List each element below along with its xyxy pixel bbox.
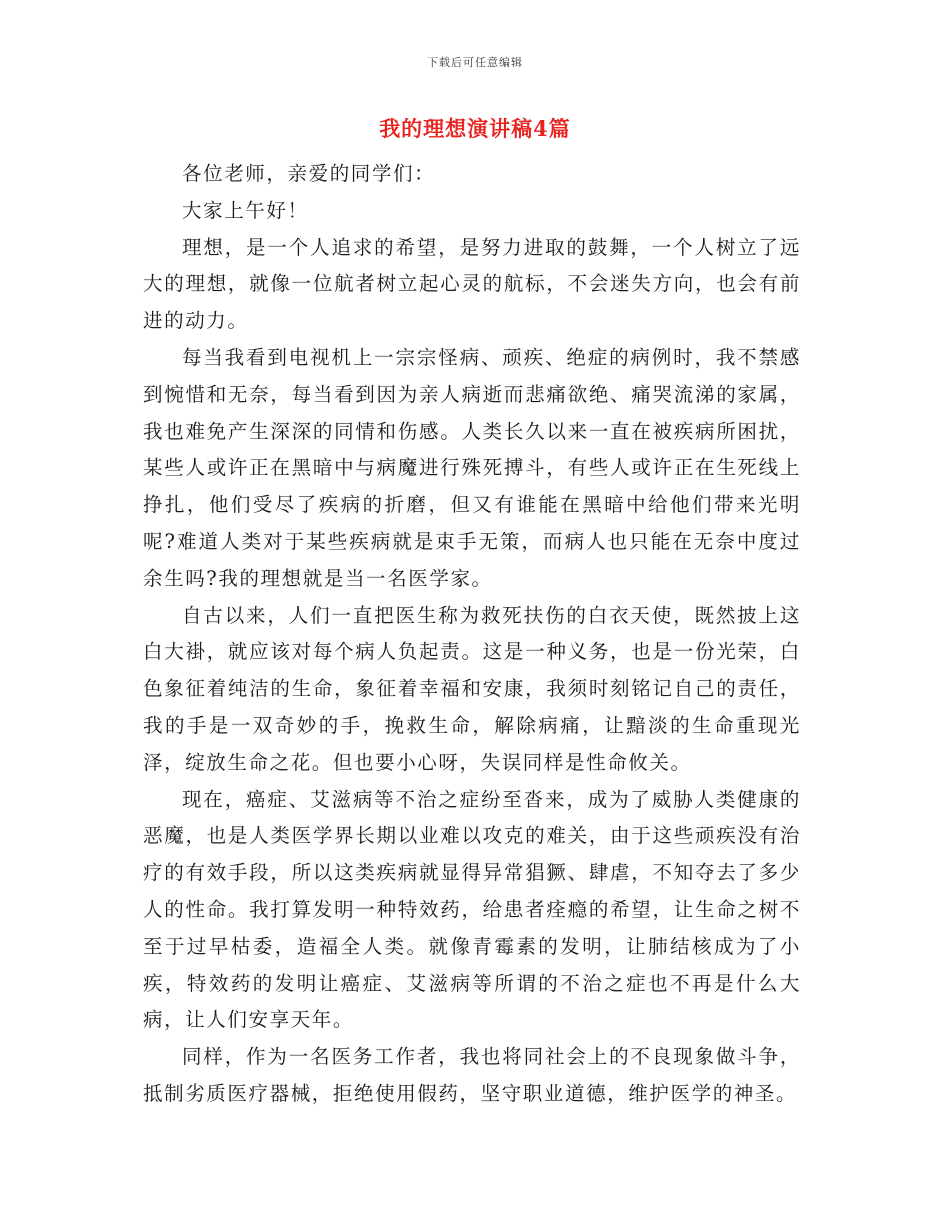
paragraph-1: 理想，是一个人追求的希望，是努力进取的鼓舞，一个人树立了远大的理想，就像一位航者树立起心灵的航标，不会迷失方向，也会有前进的动力。 (143, 235, 801, 333)
paragraph-5: 同样，作为一名医务工作者，我也将同社会上的不良现象做斗争，抵制劣质医疗器械，拒绝使用假药，坚守职业道德，维护医学的神圣。 (143, 1045, 801, 1105)
paragraph-salutation: 各位老师，亲爱的同学们： (182, 162, 436, 185)
paragraph-3: 自古以来，人们一直把医生称为救死扶伤的白衣天使，既然披上这白大褂，就应该对每个病人负起责。这是一种义务，也是一份光荣，白色象征着纯洁的生命，象征着幸福和安康，我须时刻铭记自己的责任，我的手是一双奇妙的手，挽救生命，解除病痛，让黯淡的生命重现光泽，绽放生命之花。但也要小心呀，失误同样是性命攸关。 (143, 603, 801, 774)
document-body (143, 156, 801, 1113)
paragraph-2: 每当我看到电视机上一宗宗怪病、顽疾、绝症的病例时，我不禁感到惋惜和无奈，每当看到因为亲人病逝而悲痛欲绝、痛哭流涕的家属，我也难免产生深深的同情和伤感。人类长久以来一直在被疾病所困扰，某些人或许正在黑暗中与病魔进行殊死搏斗，有些人或许正在生死线上挣扎，他们受尽了疾病的折磨，但又有谁能在黑暗中给他们带来光明呢?难道人类对于某些疾病就是束手无策，而病人也只能在无奈中度过余生吗?我的理想就是当一名医学家。 (143, 345, 801, 590)
paragraph-4: 现在，癌症、艾滋病等不治之症纷至沓来，成为了威胁人类健康的恶魔，也是人类医学界长期以业难以攻克的难关，由于这些顽疾没有治疗的有效手段，所以这类疾病就显得异常猖獗、肆虐，不知夺去了多少人的性命。我打算发明一种特效药，给患者痊瘾的希望，让生命之树不至于过早枯委，造福全人类。就像青霉素的发明，让肺结核成为了小疾，特效药的发明让癌症、艾滋病等所谓的不治之症也不再是什么大病，让人们安享天年。 (143, 787, 801, 1032)
document-title: 我的理想演讲稿4篇 (379, 116, 571, 141)
header-note: 下载后可任意编辑 (427, 56, 523, 69)
paragraph-greeting: 大家上午好！ (182, 198, 309, 222)
